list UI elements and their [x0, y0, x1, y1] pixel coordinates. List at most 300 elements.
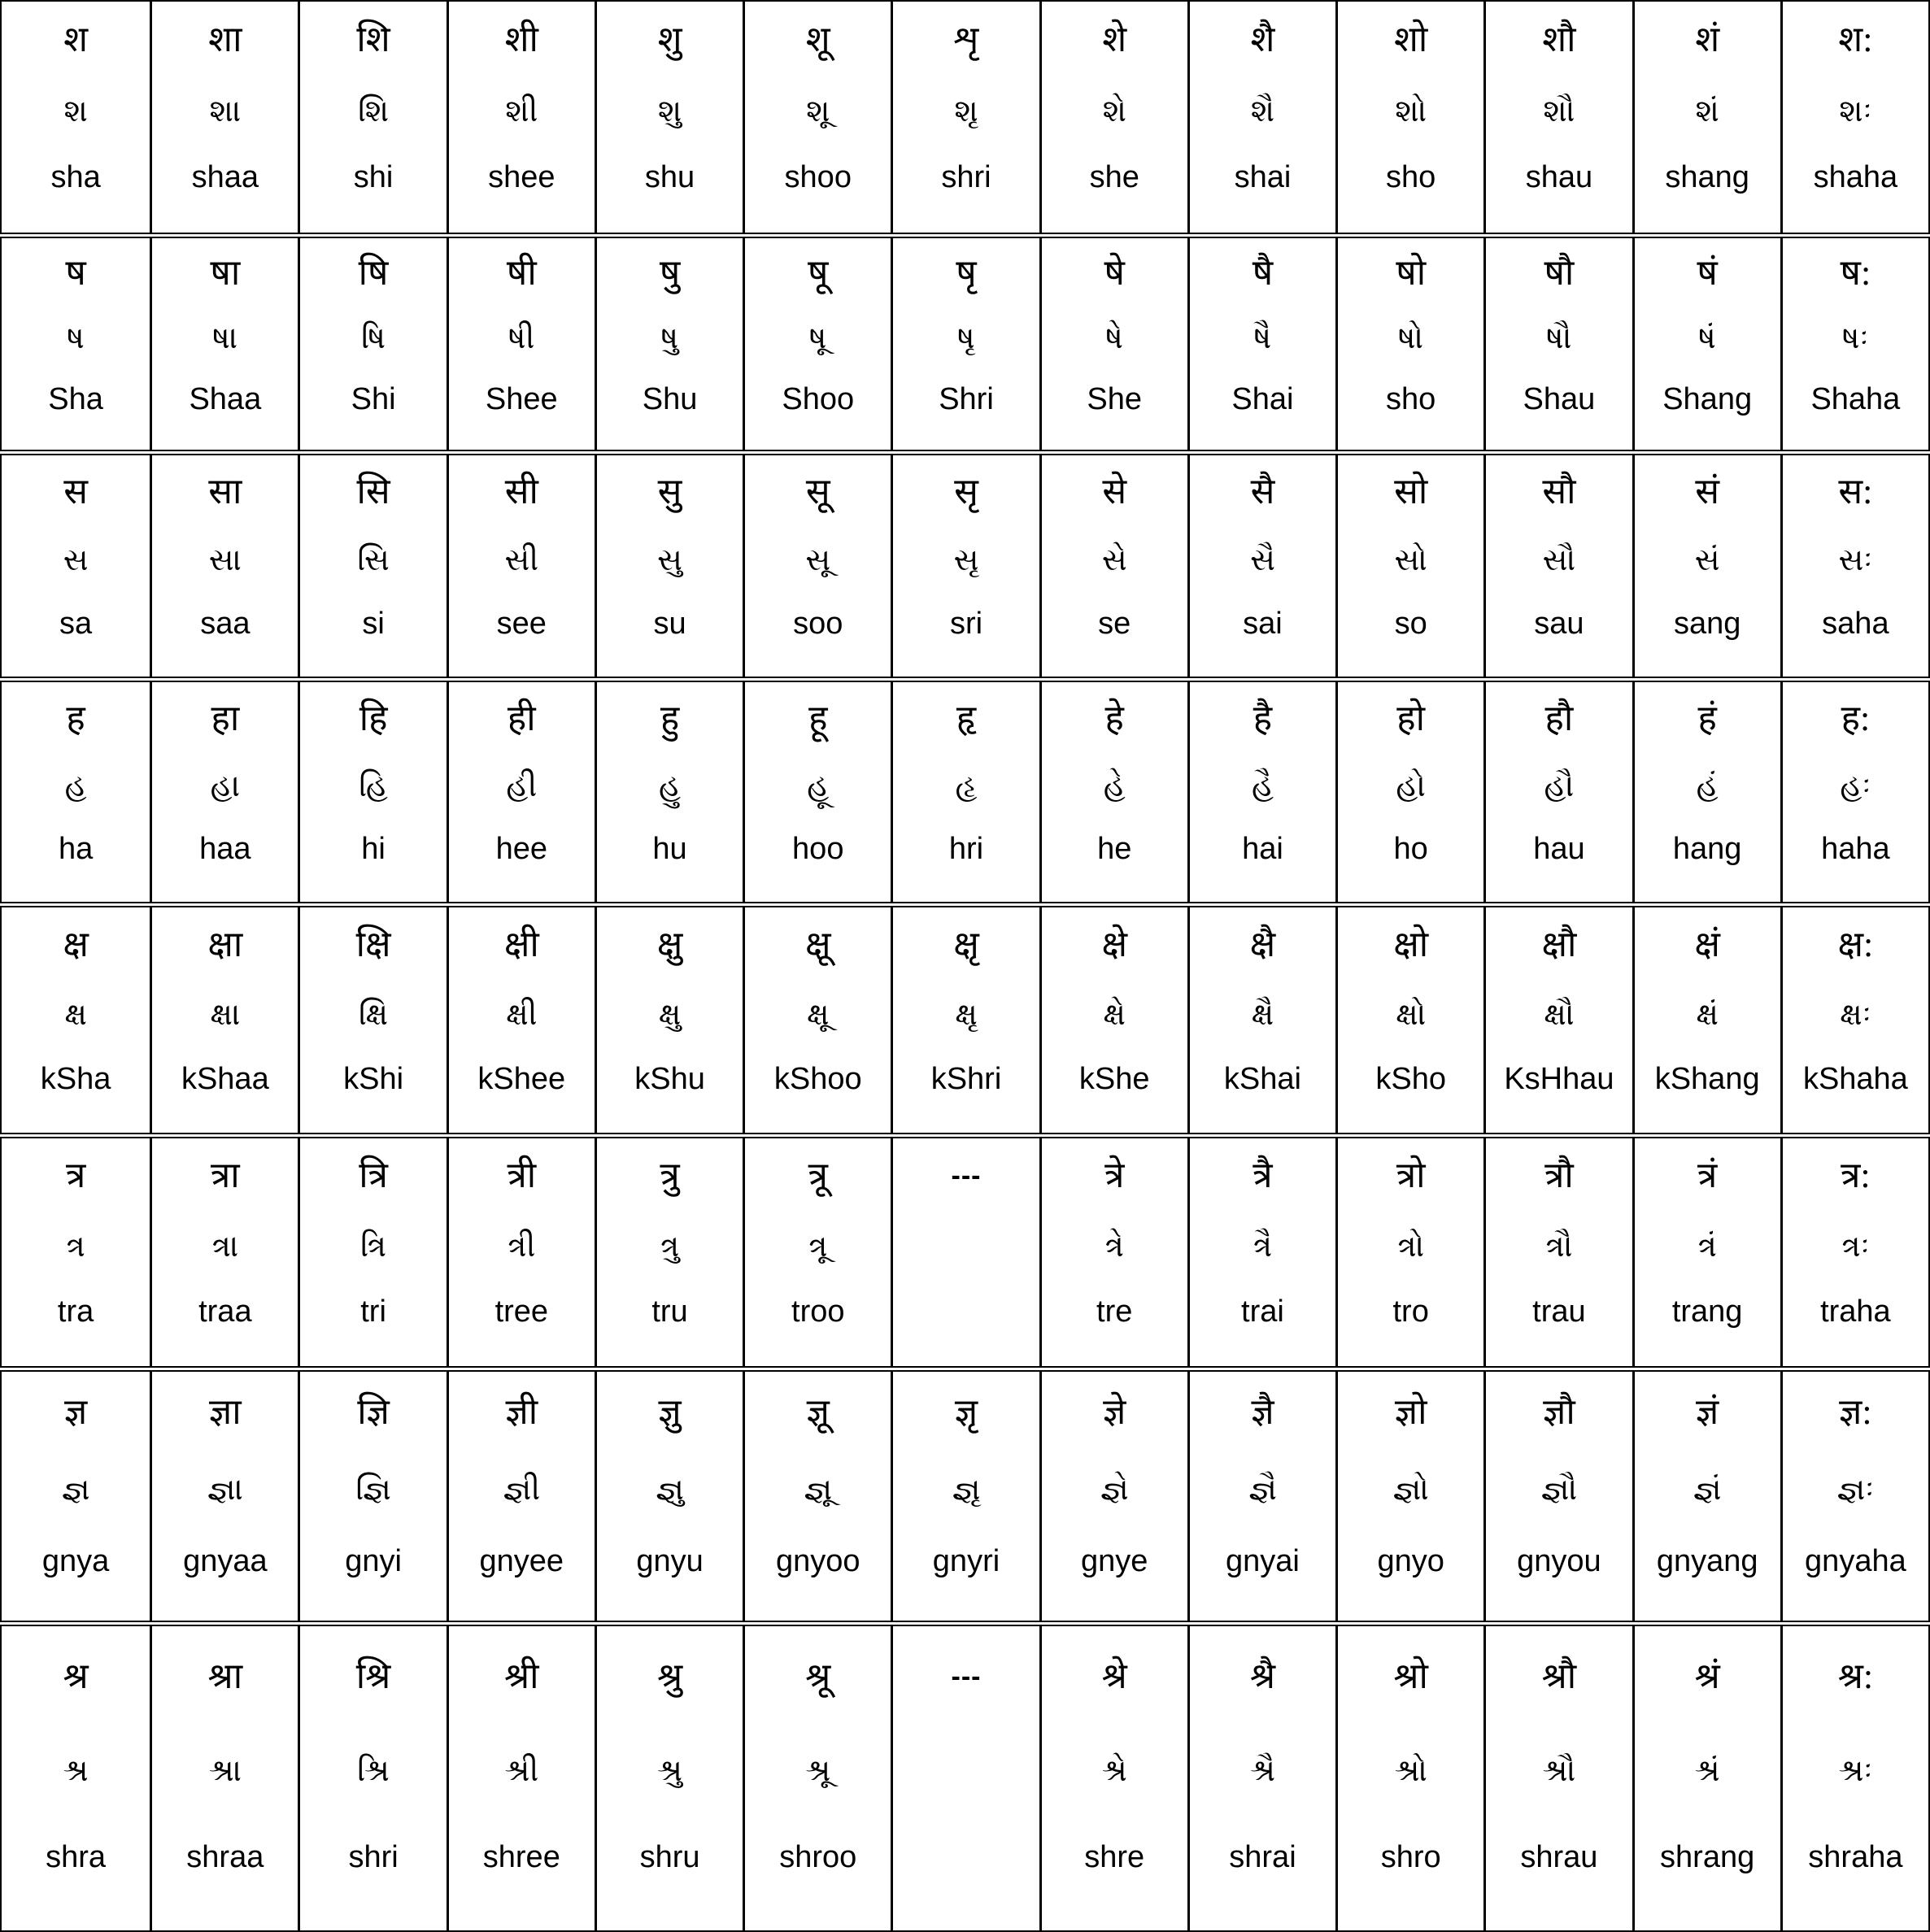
letter-cell	[1632, 907, 1780, 1133]
gujarati-glyph: જ્ઞિ	[355, 1473, 391, 1508]
devanagari-glyph: क्षै	[1249, 924, 1276, 964]
devanagari-glyph: है	[1253, 698, 1273, 738]
devanagari-glyph: ज्ञं	[1696, 1392, 1719, 1433]
gujarati-glyph: સઃ	[1838, 543, 1873, 578]
gujarati-glyph: શ્રૂ	[805, 1753, 831, 1788]
letter-cell	[447, 1372, 595, 1621]
cell-spacer	[2, 1110, 150, 1133]
letter-cell	[447, 682, 595, 902]
cell-spacer	[449, 1900, 595, 1930]
roman-transliteration: kShaha	[1802, 1061, 1908, 1096]
letter-cell	[743, 682, 891, 902]
devanagari-glyph: षृ	[956, 252, 977, 293]
letter-cell	[150, 455, 298, 677]
cell-spacer	[1635, 429, 1780, 450]
gujarati-glyph: હિ	[359, 769, 388, 804]
letter-cell	[447, 2, 595, 233]
devanagari-glyph: ज्ञा	[209, 1392, 242, 1433]
gujarati-glyph: ક્ષો	[1396, 997, 1427, 1032]
devanagari-glyph: श्रु	[656, 1656, 683, 1696]
gujarati-glyph: શ્રં	[1694, 1753, 1720, 1788]
gujarati-glyph: સ	[63, 543, 89, 578]
letter-cell	[891, 2, 1039, 233]
devanagari-glyph: शं	[1695, 19, 1720, 59]
cell-spacer	[2, 1343, 150, 1366]
devanagari-glyph: षा	[210, 252, 241, 293]
devanagari-glyph: हं	[1697, 698, 1717, 738]
letter-cell	[891, 682, 1039, 902]
roman-transliteration: shai	[1234, 159, 1292, 194]
roman-transliteration: ho	[1393, 832, 1428, 867]
devanagari-glyph: ज्ञी	[505, 1392, 538, 1433]
gujarati-glyph: ષૌ	[1546, 321, 1572, 356]
devanagari-glyph: श्रौ	[1541, 1656, 1577, 1696]
roman-transliteration: kShi	[343, 1061, 404, 1096]
devanagari-glyph: श्र	[63, 1656, 89, 1696]
gujarati-glyph: શ્રઃ	[1838, 1753, 1873, 1788]
cell-spacer	[1635, 655, 1780, 677]
gujarati-glyph: ત્રો	[1397, 1229, 1425, 1264]
gujarati-glyph: ષ	[67, 321, 85, 356]
cell-spacer	[1042, 1110, 1187, 1133]
cell-spacer	[1042, 880, 1187, 902]
letter-cell	[1335, 238, 1483, 450]
cell-spacer	[2, 880, 150, 902]
roman-transliteration: shaha	[1813, 159, 1898, 194]
gujarati-glyph: ત્રૈ	[1253, 1229, 1273, 1264]
gujarati-glyph: શ	[63, 94, 88, 128]
devanagari-glyph: हो	[1396, 698, 1426, 738]
cell-spacer	[300, 1900, 446, 1930]
cell-spacer	[1783, 210, 1928, 233]
letter-cell	[743, 455, 891, 677]
roman-transliteration: kShoo	[773, 1061, 862, 1096]
cell-spacer	[745, 210, 891, 233]
letter-cell	[1335, 1138, 1483, 1366]
cell-spacer	[1783, 1343, 1928, 1366]
devanagari-glyph: क्षु	[656, 924, 683, 964]
letter-cell	[1632, 238, 1780, 450]
roman-transliteration: Shaa	[189, 381, 262, 416]
gujarati-glyph: સે	[1101, 543, 1127, 578]
roman-transliteration: kSho	[1375, 1061, 1446, 1096]
roman-transliteration: kShang	[1654, 1061, 1760, 1096]
devanagari-glyph: क्षं	[1694, 924, 1720, 964]
gujarati-glyph: હો	[1396, 769, 1426, 804]
devanagari-glyph: सो	[1394, 471, 1428, 511]
roman-transliteration: sho	[1386, 381, 1436, 416]
letter-cell	[1187, 1138, 1335, 1366]
devanagari-glyph: ही	[507, 698, 536, 738]
roman-transliteration: he	[1097, 832, 1132, 867]
roman-transliteration: shu	[644, 159, 695, 194]
devanagari-glyph: क्षौ	[1541, 924, 1577, 964]
roman-transliteration: gnyo	[1377, 1543, 1444, 1578]
roman-transliteration: hoo	[792, 832, 844, 867]
gujarati-glyph: શૌ	[1543, 94, 1575, 128]
gujarati-glyph: શી	[505, 94, 538, 128]
roman-transliteration: shra	[46, 1840, 107, 1875]
cell-spacer	[745, 1343, 891, 1366]
devanagari-glyph: सौ	[1542, 471, 1576, 511]
devanagari-glyph: श्र:	[1837, 1656, 1874, 1696]
roman-transliteration: shoo	[784, 159, 852, 194]
roman-transliteration: ha	[58, 832, 94, 867]
letter-cell	[447, 238, 595, 450]
table-row	[0, 0, 1930, 234]
gujarati-glyph: શા	[209, 94, 242, 128]
gujarati-glyph: ક્ષૌ	[1544, 997, 1575, 1032]
gujarati-glyph: ત્રં	[1697, 1229, 1717, 1264]
roman-transliteration: shree	[482, 1840, 560, 1875]
gujarati-glyph: ક્ષુ	[658, 997, 682, 1032]
roman-transliteration: She	[1087, 381, 1143, 416]
letter-cell	[595, 907, 743, 1133]
roman-transliteration: kShaa	[181, 1061, 269, 1096]
cell-spacer	[449, 1110, 595, 1133]
gujarati-glyph: જ્ઞૂ	[804, 1473, 833, 1508]
gujarati-glyph: શૃ	[954, 94, 978, 128]
roman-transliteration: shau	[1525, 159, 1593, 194]
cell-spacer	[2, 429, 150, 450]
roman-transliteration: gnye	[1081, 1543, 1148, 1578]
devanagari-glyph: ज्ञ	[64, 1392, 88, 1433]
devanagari-glyph: ज्ञि	[357, 1392, 390, 1433]
letter-cell	[150, 1372, 298, 1621]
roman-transliteration: trai	[1241, 1294, 1284, 1329]
letter-cell	[595, 1372, 743, 1621]
devanagari-glyph: क्षि	[355, 924, 391, 964]
letter-cell	[743, 238, 891, 450]
cell-spacer	[745, 880, 891, 902]
devanagari-glyph: त्र:	[1841, 1155, 1871, 1196]
gujarati-glyph: ષે	[1105, 321, 1123, 356]
roman-transliteration: shrang	[1660, 1840, 1755, 1875]
roman-transliteration: shri	[941, 159, 991, 194]
devanagari-glyph: ज्ञो	[1394, 1392, 1427, 1433]
gujarati-glyph: શ્રા	[208, 1753, 242, 1788]
devanagari-glyph: षे	[1104, 252, 1125, 293]
cell-spacer	[1635, 1595, 1780, 1621]
letter-cell	[1483, 1626, 1632, 1930]
roman-transliteration: hai	[1242, 832, 1283, 867]
cell-spacer	[1486, 210, 1632, 233]
gujarati-glyph: હં	[1696, 769, 1719, 804]
cell-spacer	[1190, 1343, 1335, 1366]
devanagari-glyph: ---	[951, 1660, 982, 1692]
cell-spacer	[893, 1343, 1039, 1366]
devanagari-glyph: हृ	[956, 698, 977, 738]
gujarati-glyph: ત્રિ	[360, 1229, 387, 1264]
letter-cell	[1632, 1138, 1780, 1366]
gujarati-glyph: શુ	[657, 94, 682, 128]
letter-cell	[891, 238, 1039, 450]
roman-transliteration: saa	[200, 606, 251, 641]
cell-spacer	[745, 1110, 891, 1133]
letter-cell	[891, 907, 1039, 1133]
letter-cell	[1039, 682, 1187, 902]
cell-spacer	[2, 210, 150, 233]
roman-transliteration: hau	[1533, 832, 1585, 867]
devanagari-glyph: ज्ञै	[1251, 1392, 1274, 1433]
cell-spacer	[1338, 880, 1483, 902]
letter-cell	[447, 1138, 595, 1366]
gujarati-glyph: હ	[64, 769, 87, 804]
cell-spacer	[1190, 1595, 1335, 1621]
letter-cell	[1335, 907, 1483, 1133]
gujarati-glyph: ક્ષિ	[358, 997, 389, 1032]
cell-spacer	[1338, 1595, 1483, 1621]
cell-spacer	[152, 1900, 298, 1930]
cell-spacer	[152, 210, 298, 233]
gujarati-glyph: ત્રા	[211, 1229, 239, 1264]
letter-cell	[1780, 907, 1928, 1133]
letter-cell	[150, 2, 298, 233]
table-row	[0, 906, 1930, 1134]
devanagari-glyph: श्रू	[805, 1656, 831, 1696]
cell-spacer	[449, 210, 595, 233]
letter-cell	[1335, 1626, 1483, 1930]
gujarati-glyph: ષિ	[361, 321, 386, 356]
letter-cell	[1483, 682, 1632, 902]
letter-cell	[298, 682, 446, 902]
devanagari-glyph: हौ	[1544, 698, 1574, 738]
devanagari-glyph: क्ष	[63, 924, 89, 964]
devanagari-glyph: ज्ञृ	[954, 1392, 978, 1433]
cell-spacer	[1486, 655, 1632, 677]
cell-spacer	[300, 429, 446, 450]
roman-transliteration: troo	[791, 1294, 845, 1329]
letter-cell	[595, 1626, 743, 1930]
gujarati-glyph: શ્રૈ	[1249, 1753, 1275, 1788]
cell-spacer	[893, 1110, 1039, 1133]
roman-transliteration: tra	[57, 1294, 94, 1329]
cell-spacer	[1783, 429, 1928, 450]
letter-cell	[447, 455, 595, 677]
letter-cell	[298, 2, 446, 233]
cell-spacer	[2, 655, 150, 677]
cell-spacer	[1042, 429, 1187, 450]
letter-cell	[1780, 2, 1928, 233]
devanagari-glyph: श्रं	[1694, 1656, 1720, 1696]
gujarati-glyph	[893, 1213, 1039, 1279]
letter-cell	[1187, 1626, 1335, 1930]
devanagari-glyph: त्रौ	[1544, 1155, 1574, 1196]
devanagari-glyph: ज्ञु	[658, 1392, 682, 1433]
gujarati-glyph: શૂ	[806, 94, 830, 128]
roman-transliteration: hang	[1672, 832, 1742, 867]
roman-transliteration: saha	[1822, 606, 1889, 641]
cell-spacer	[1635, 1900, 1780, 1930]
cell-spacer	[152, 655, 298, 677]
gujarati-glyph: સી	[504, 543, 539, 578]
letter-cell	[743, 907, 891, 1133]
gujarati-glyph: ક્ષૂ	[806, 997, 830, 1032]
roman-transliteration: shraa	[186, 1840, 264, 1875]
devanagari-glyph: ज्ञे	[1103, 1392, 1126, 1433]
letter-cell	[891, 1372, 1039, 1621]
devanagari-glyph: श्रो	[1393, 1656, 1428, 1696]
letter-cell	[743, 2, 891, 233]
gujarati-glyph: સૃ	[953, 543, 979, 578]
roman-transliteration: kShri	[930, 1061, 1002, 1096]
gujarati-glyph: ત્રી	[508, 1229, 536, 1264]
roman-transliteration: sha	[50, 159, 101, 194]
devanagari-glyph: ज्ञ:	[1839, 1392, 1872, 1433]
gujarati-glyph: શો	[1395, 94, 1427, 128]
letter-cell	[1187, 2, 1335, 233]
roman-transliteration: shee	[488, 159, 555, 194]
cell-spacer	[597, 210, 743, 233]
gujarati-glyph: ષા	[212, 321, 238, 356]
letter-cell	[1039, 907, 1187, 1133]
gujarati-glyph: જ્ઞૌ	[1540, 1473, 1578, 1508]
cell-spacer	[1635, 210, 1780, 233]
devanagari-glyph: ष:	[1840, 252, 1871, 293]
roman-transliteration: kShee	[477, 1061, 566, 1096]
table-row	[0, 1370, 1930, 1622]
gujarati-glyph: સૂ	[805, 543, 831, 578]
gujarati-glyph: ક્ષ	[64, 997, 87, 1032]
roman-transliteration: trang	[1671, 1294, 1743, 1329]
gujarati-glyph: સિ	[357, 543, 390, 578]
devanagari-glyph: ह	[66, 698, 85, 738]
cell-spacer	[745, 429, 891, 450]
letter-cell	[1187, 907, 1335, 1133]
letter-cell	[150, 1138, 298, 1366]
devanagari-glyph: हू	[808, 698, 828, 738]
cell-spacer	[1486, 1595, 1632, 1621]
devanagari-glyph: शि	[356, 19, 390, 59]
letter-cell	[743, 1626, 891, 1930]
letter-cell	[150, 682, 298, 902]
table-row	[0, 454, 1930, 678]
devanagari-glyph: स	[63, 471, 88, 511]
cell-spacer	[449, 1595, 595, 1621]
gujarati-glyph: સા	[208, 543, 242, 578]
cell-spacer	[1338, 1343, 1483, 1366]
devanagari-glyph: शै	[1250, 19, 1275, 59]
devanagari-glyph: सु	[657, 471, 682, 511]
roman-transliteration	[893, 1280, 1039, 1343]
roman-transliteration: kSha	[40, 1061, 111, 1096]
roman-transliteration: Shang	[1662, 381, 1753, 416]
cell-spacer	[745, 655, 891, 677]
gujarati-glyph: હે	[1103, 769, 1126, 804]
roman-transliteration: shang	[1665, 159, 1749, 194]
devanagari-glyph: त्रि	[359, 1155, 388, 1196]
letter-cell	[1483, 907, 1632, 1133]
devanagari-glyph: त्रू	[808, 1155, 828, 1196]
devanagari-glyph: शृ	[953, 19, 979, 59]
roman-transliteration: gnyee	[479, 1543, 564, 1578]
letter-cell	[595, 1138, 743, 1366]
gujarati-glyph: જ્ઞુ	[656, 1473, 684, 1508]
letter-cell	[1780, 1626, 1928, 1930]
devanagari-glyph: श	[63, 19, 89, 59]
letter-cell	[1483, 238, 1632, 450]
letter-cell	[2, 2, 150, 233]
roman-transliteration: soo	[793, 606, 843, 641]
roman-transliteration: hee	[495, 832, 547, 867]
roman-transliteration: kShu	[634, 1061, 705, 1096]
cell-spacer	[1783, 655, 1928, 677]
letter-cell	[1632, 1626, 1780, 1930]
gujarati-glyph: ક્ષે	[1103, 997, 1126, 1032]
gujarati-glyph: શ્રુ	[657, 1753, 683, 1788]
letter-cell	[1632, 455, 1780, 677]
roman-transliteration: gnyi	[345, 1543, 402, 1578]
roman-transliteration: haha	[1821, 832, 1890, 867]
letter-cell	[1780, 238, 1928, 450]
cell-spacer	[1190, 655, 1335, 677]
letter-cell	[1335, 2, 1483, 233]
devanagari-glyph: सृ	[954, 471, 978, 511]
gujarati-glyph: ષો	[1398, 321, 1424, 356]
gujarati-glyph: ક્ષૃ	[955, 997, 978, 1032]
devanagari-glyph: ज्ञौ	[1543, 1392, 1575, 1433]
letter-cell	[1780, 682, 1928, 902]
roman-transliteration: sa	[59, 606, 93, 641]
gujarati-glyph: હૂ	[807, 769, 830, 804]
cell-spacer	[300, 1343, 446, 1366]
roman-transliteration: gnyri	[932, 1543, 1000, 1578]
devanagari-glyph: क्ष:	[1837, 924, 1874, 964]
gujarati-glyph: જ્ઞ	[61, 1473, 90, 1508]
cell-spacer	[1635, 1110, 1780, 1133]
cell-spacer	[597, 1900, 743, 1930]
gujarati-glyph: ષી	[508, 321, 535, 356]
roman-transliteration: see	[496, 606, 547, 641]
devanagari-glyph: क्षृ	[953, 924, 979, 964]
letter-cell	[1335, 1372, 1483, 1621]
devanagari-glyph: त्री	[507, 1155, 537, 1196]
letter-cell	[1039, 2, 1187, 233]
table-row	[0, 681, 1930, 903]
gujarati-glyph: ષૈ	[1253, 321, 1272, 356]
gujarati-glyph: સો	[1394, 543, 1427, 578]
cell-spacer	[152, 1343, 298, 1366]
gujarati-glyph: ત્રઃ	[1841, 1229, 1870, 1264]
devanagari-glyph: स:	[1838, 471, 1873, 511]
cell-spacer	[1042, 1343, 1187, 1366]
letter-cell	[1335, 682, 1483, 902]
devanagari-glyph: ह:	[1841, 698, 1871, 738]
roman-transliteration: shrai	[1229, 1840, 1296, 1875]
cell-spacer	[1338, 210, 1483, 233]
cell-spacer	[152, 429, 298, 450]
devanagari-glyph: षू	[808, 252, 829, 293]
roman-transliteration: shraha	[1808, 1840, 1903, 1875]
cell-spacer	[1486, 880, 1632, 902]
roman-transliteration: Shoo	[782, 381, 855, 416]
roman-transliteration: gnyou	[1517, 1543, 1601, 1578]
table-row	[0, 1625, 1930, 1932]
letter-cell	[2, 455, 150, 677]
devanagari-glyph: षु	[659, 252, 681, 293]
roman-transliteration: Shau	[1523, 381, 1596, 416]
devanagari-glyph: षो	[1396, 252, 1427, 293]
gujarati-glyph: જ્ઞૃ	[952, 1473, 981, 1508]
devanagari-glyph: शू	[805, 19, 830, 59]
cell-spacer	[597, 880, 743, 902]
gujarati-glyph: શ્રિ	[357, 1753, 390, 1788]
cell-spacer	[1486, 1343, 1632, 1366]
gujarati-glyph: ક્ષૈ	[1251, 997, 1274, 1032]
gujarati-glyph: શે	[1102, 94, 1126, 128]
gujarati-glyph: ક્ષઃ	[1840, 997, 1871, 1032]
roman-transliteration: gnya	[41, 1543, 110, 1578]
